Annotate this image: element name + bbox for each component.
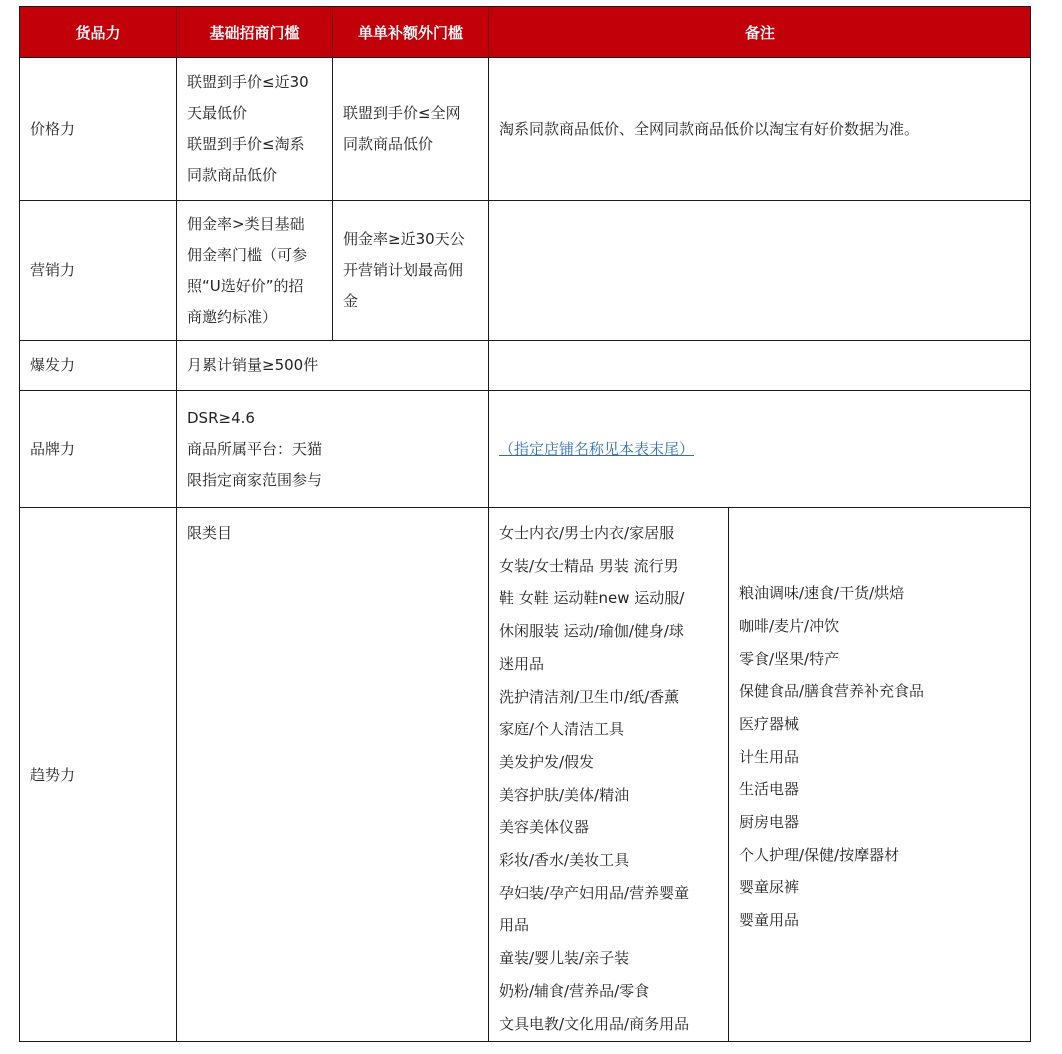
category-item: 迷用品 <box>499 654 545 673</box>
row-label-price <box>19 57 176 200</box>
burst-basic-cell <box>176 340 488 390</box>
category-item: 女装/女士精品 男装 流行男 <box>499 556 679 575</box>
trend-categories-left <box>488 507 728 1042</box>
category-item: 孕妇装/孕产妇用品/营养婴童 <box>499 883 690 902</box>
header-basic-threshold: 基础招商门槛 <box>176 6 332 57</box>
category-item: 鞋 女鞋 运动鞋new 运动服/ <box>499 589 685 608</box>
category-item: 咖啡/麦片/冲饮 <box>739 616 840 635</box>
category-item: 用品 <box>499 916 530 935</box>
trend-basic-text: 限类目 <box>187 524 233 542</box>
category-item: 奶粉/辅食/营养品/零食 <box>499 981 650 1000</box>
category-item: 家庭/个人清洁工具 <box>499 720 625 739</box>
row-label-trend <box>19 507 176 1042</box>
category-item: 计生用品 <box>739 747 800 766</box>
brand-note-cell <box>488 390 1031 507</box>
brand-basic-line: DSR≥4.6 <box>187 408 255 427</box>
header-extra-threshold: 单单补额外门槛 <box>332 6 488 57</box>
category-item: 童装/婴儿装/亲子装 <box>499 949 630 968</box>
marketing-basic-line: 佣金率门槛（可参 <box>187 245 308 264</box>
marketing-note-cell <box>488 200 1031 340</box>
brand-basic-line: 限指定商家范围参与 <box>187 470 323 489</box>
price-basic-line: 联盟到手价≤淘系 <box>187 135 305 153</box>
row-label-text: 趋势力 <box>30 765 76 784</box>
brand-basic-cell <box>176 390 488 507</box>
marketing-extra-cell <box>332 200 488 340</box>
marketing-basic-cell <box>176 200 332 340</box>
threshold-table <box>19 6 1031 1042</box>
category-item: 保健食品/膳食营养补充食品 <box>739 682 925 701</box>
marketing-extra-line: 金 <box>343 292 359 310</box>
category-item: 婴童尿裤 <box>739 878 800 897</box>
row-label-brand <box>19 390 176 507</box>
price-basic-line: 同款商品低价 <box>187 166 278 184</box>
price-note-cell <box>488 57 1031 200</box>
brand-basic-line: 商品所属平台：天猫 <box>187 439 323 458</box>
category-item: 个人护理/保健/按摩器材 <box>739 845 900 864</box>
category-item: 粮油调味/速食/干货/烘焙 <box>739 584 905 603</box>
row-label-text: 价格力 <box>30 119 76 138</box>
store-list-link[interactable]: （指定店铺名称见本表末尾） <box>499 439 695 458</box>
category-item: 医疗器械 <box>739 714 800 733</box>
price-extra-cell <box>332 57 488 200</box>
category-item: 彩妆/香水/美妆工具 <box>499 851 630 870</box>
burst-note-cell <box>488 340 1031 390</box>
marketing-extra-line: 佣金率≥近30天公 <box>343 230 465 248</box>
marketing-basic-line: 佣金率>类目基础 <box>187 214 305 233</box>
category-item: 厨房电器 <box>739 813 800 832</box>
price-basic-cell <box>176 57 332 200</box>
header-goods-power: 货品力 <box>19 6 176 57</box>
trend-basic-cell <box>176 507 488 1042</box>
category-item: 美容美体仪器 <box>499 818 590 837</box>
marketing-basic-line: 照“U选好价”的招 <box>187 276 304 295</box>
category-item: 美发护发/假发 <box>499 752 595 771</box>
row-label-text: 品牌力 <box>30 439 76 458</box>
price-extra-line: 联盟到手价≤全网 <box>343 104 461 122</box>
marketing-basic-line: 商邀约标准） <box>187 307 278 326</box>
category-item: 生活电器 <box>739 780 800 799</box>
category-item: 美容护肤/美体/精油 <box>499 785 630 804</box>
price-basic-line: 天最低价 <box>187 104 248 122</box>
marketing-extra-line: 开营销计划最高佣 <box>343 261 464 279</box>
category-item: 文具电教/文化用品/商务用品 <box>499 1014 690 1033</box>
burst-basic-text: 月累计销量≥500件 <box>187 356 319 374</box>
price-note-text: 淘系同款商品低价、全网同款商品低价以淘宝有好价数据为准。 <box>499 119 920 138</box>
category-item: 零食/坚果/特产 <box>739 649 840 668</box>
category-item: 洗护清洁剂/卫生巾/纸/香薰 <box>499 687 680 706</box>
category-item: 女士内衣/男士内衣/家居服 <box>499 524 675 542</box>
header-notes: 备注 <box>488 6 1031 57</box>
row-label-marketing <box>19 200 176 340</box>
category-item: 婴童用品 <box>739 911 800 930</box>
trend-categories-right <box>728 507 1031 1042</box>
price-extra-line: 同款商品低价 <box>343 135 434 153</box>
row-label-burst <box>19 340 176 390</box>
row-label-text: 营销力 <box>30 261 76 279</box>
price-basic-line: 联盟到手价≤近30 <box>187 73 309 91</box>
category-item: 休闲服装 运动/瑜伽/健身/球 <box>499 622 684 641</box>
row-label-text: 爆发力 <box>30 356 76 374</box>
